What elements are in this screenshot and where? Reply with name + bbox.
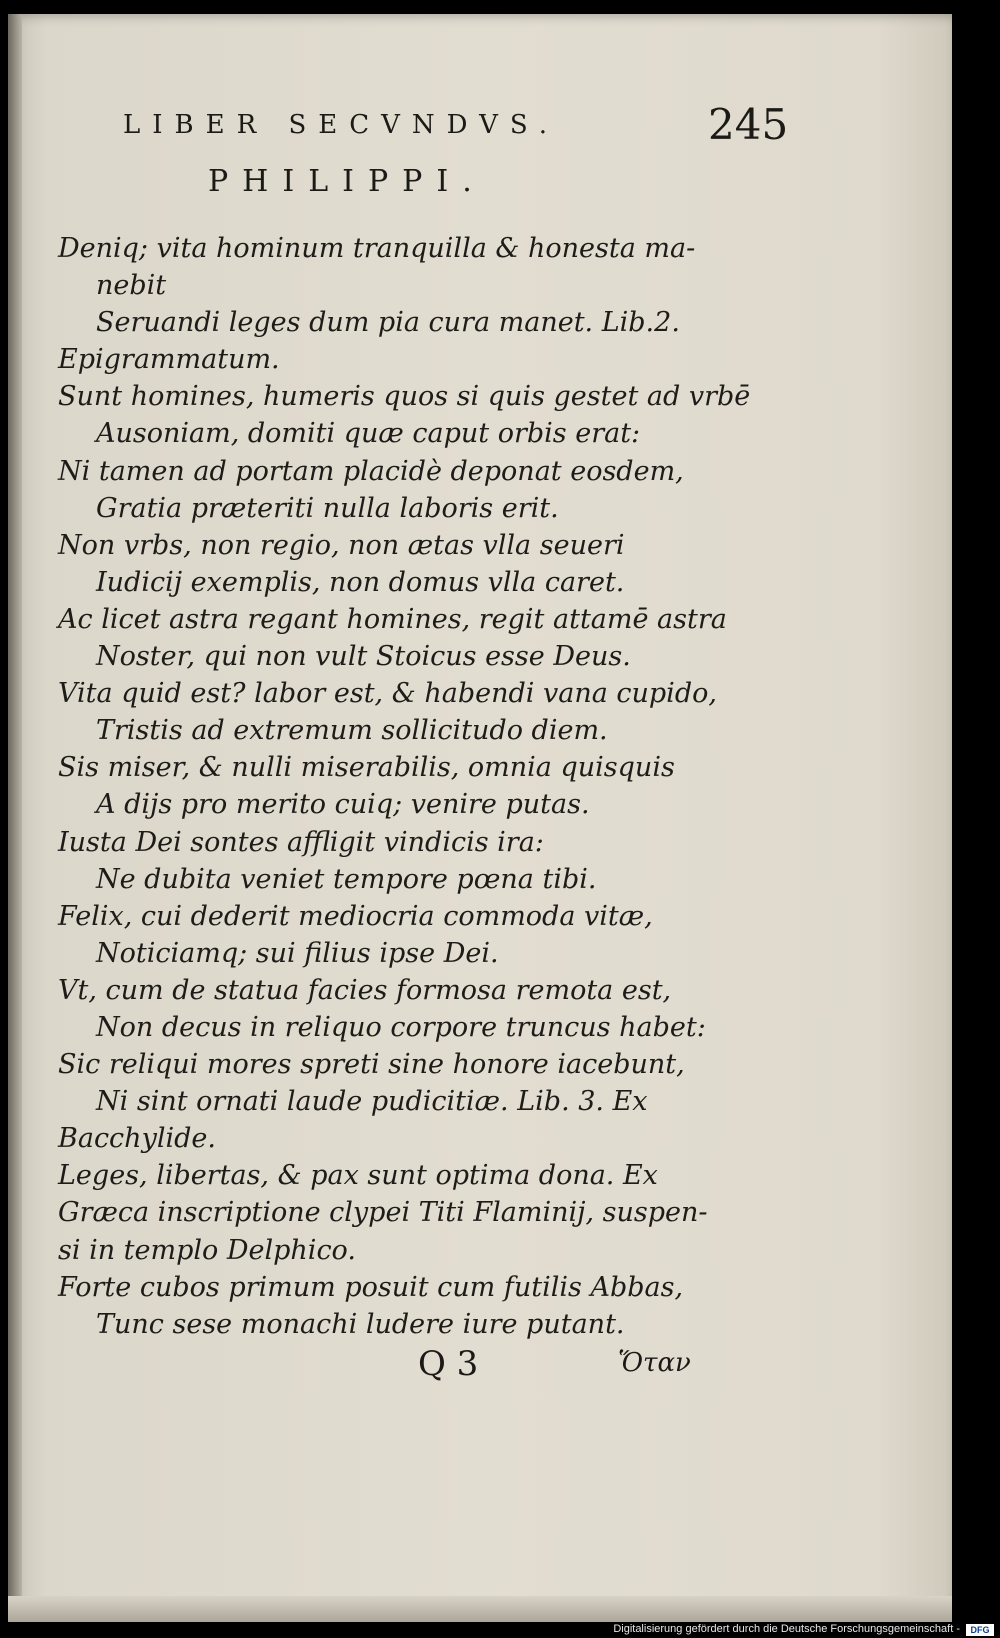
- text-line: Iudicij exemplis, non domus vlla caret.: [96, 566, 625, 598]
- text-line: Ni tamen ad portam placidè deponat eosdem,: [58, 455, 684, 487]
- page-header: [8, 100, 952, 160]
- text-line: Seruandi leges dum pia cura manet. Lib.2.: [96, 307, 680, 339]
- dfg-logo: DFG: [966, 1624, 994, 1636]
- text-line: Vt, cum de statua facies formosa remota est,: [58, 974, 672, 1006]
- text-line: Forte cubos primum posuit cum futilis Abbas,: [58, 1271, 684, 1303]
- digitization-credit-bar: [0, 1622, 1000, 1638]
- text-line: Vita quid est? labor est, & habendi vana cupido,: [58, 678, 717, 710]
- text-line: Deniq; vita hominum tranquilla & honesta ma-: [58, 233, 696, 264]
- running-head: LIBER SECVNDVS.: [123, 110, 559, 140]
- text-line: Sic reliqui mores spreti sine honore iacebunt,: [58, 1049, 685, 1081]
- text-line: A dijs pro merito cuiq; venire putas.: [96, 789, 590, 821]
- text-line: Noster, qui non vult Stoicus esse Deus.: [96, 641, 631, 673]
- text-line: Non vrbs, non regio, non ætas vlla seueri: [58, 529, 625, 561]
- page-number: 245: [708, 100, 789, 149]
- text-line: Ausoniam, domiti quæ caput orbis erat:: [96, 418, 641, 450]
- section-title: PHILIPPI.: [208, 164, 486, 199]
- catchword: Ὅταν: [618, 1348, 691, 1378]
- text-line: nebit: [96, 270, 167, 302]
- text-line: si in templo Delphico.: [58, 1234, 356, 1266]
- text-line: Bacchylide.: [58, 1123, 216, 1155]
- credit-text: Digitalisierung gefördert durch die Deutsche Forschungsgemeinschaft -: [613, 1623, 960, 1635]
- text-line: Epigrammatum.: [58, 344, 280, 376]
- text-line: Ac licet astra regant homines, regit attamē astra: [58, 603, 727, 635]
- page-gutter-shadow: [8, 14, 22, 1624]
- text-line: Non decus in reliquo corpore truncus habet:: [96, 1011, 706, 1043]
- text-line: Sunt homines, humeris quos si quis gestet ad vrbē: [58, 381, 751, 413]
- signature-mark: Q 3: [418, 1344, 479, 1384]
- text-line: Tristis ad extremum sollicitudo diem.: [96, 715, 608, 747]
- text-line: Leges, libertas, & pax sunt optima dona. Ex: [58, 1160, 658, 1192]
- text-line: Gratia præteriti nulla laboris erit.: [96, 492, 559, 524]
- book-page: [8, 14, 952, 1624]
- text-line: Ni sint ornati laude pudicitiæ. Lib. 3. Ex: [96, 1086, 648, 1118]
- text-line: Felix, cui dederit mediocria commoda vitæ,: [58, 900, 653, 932]
- text-line: Tunc sese monachi ludere iure putant.: [96, 1308, 625, 1340]
- text-line: Græca inscriptione clypei Titi Flaminij, suspen-: [58, 1197, 708, 1229]
- verse-text-block: [58, 230, 751, 1343]
- text-line: Sis miser, & nulli miserabilis, omnia quisquis: [58, 752, 675, 784]
- text-line: Ne dubita veniet tempore pœna tibi.: [96, 863, 597, 895]
- page-bottom-edge: [8, 1596, 952, 1624]
- text-line: Noticiamq; sui filius ipse Dei.: [96, 937, 499, 969]
- text-line: Iusta Dei sontes affligit vindicis ira:: [58, 826, 544, 858]
